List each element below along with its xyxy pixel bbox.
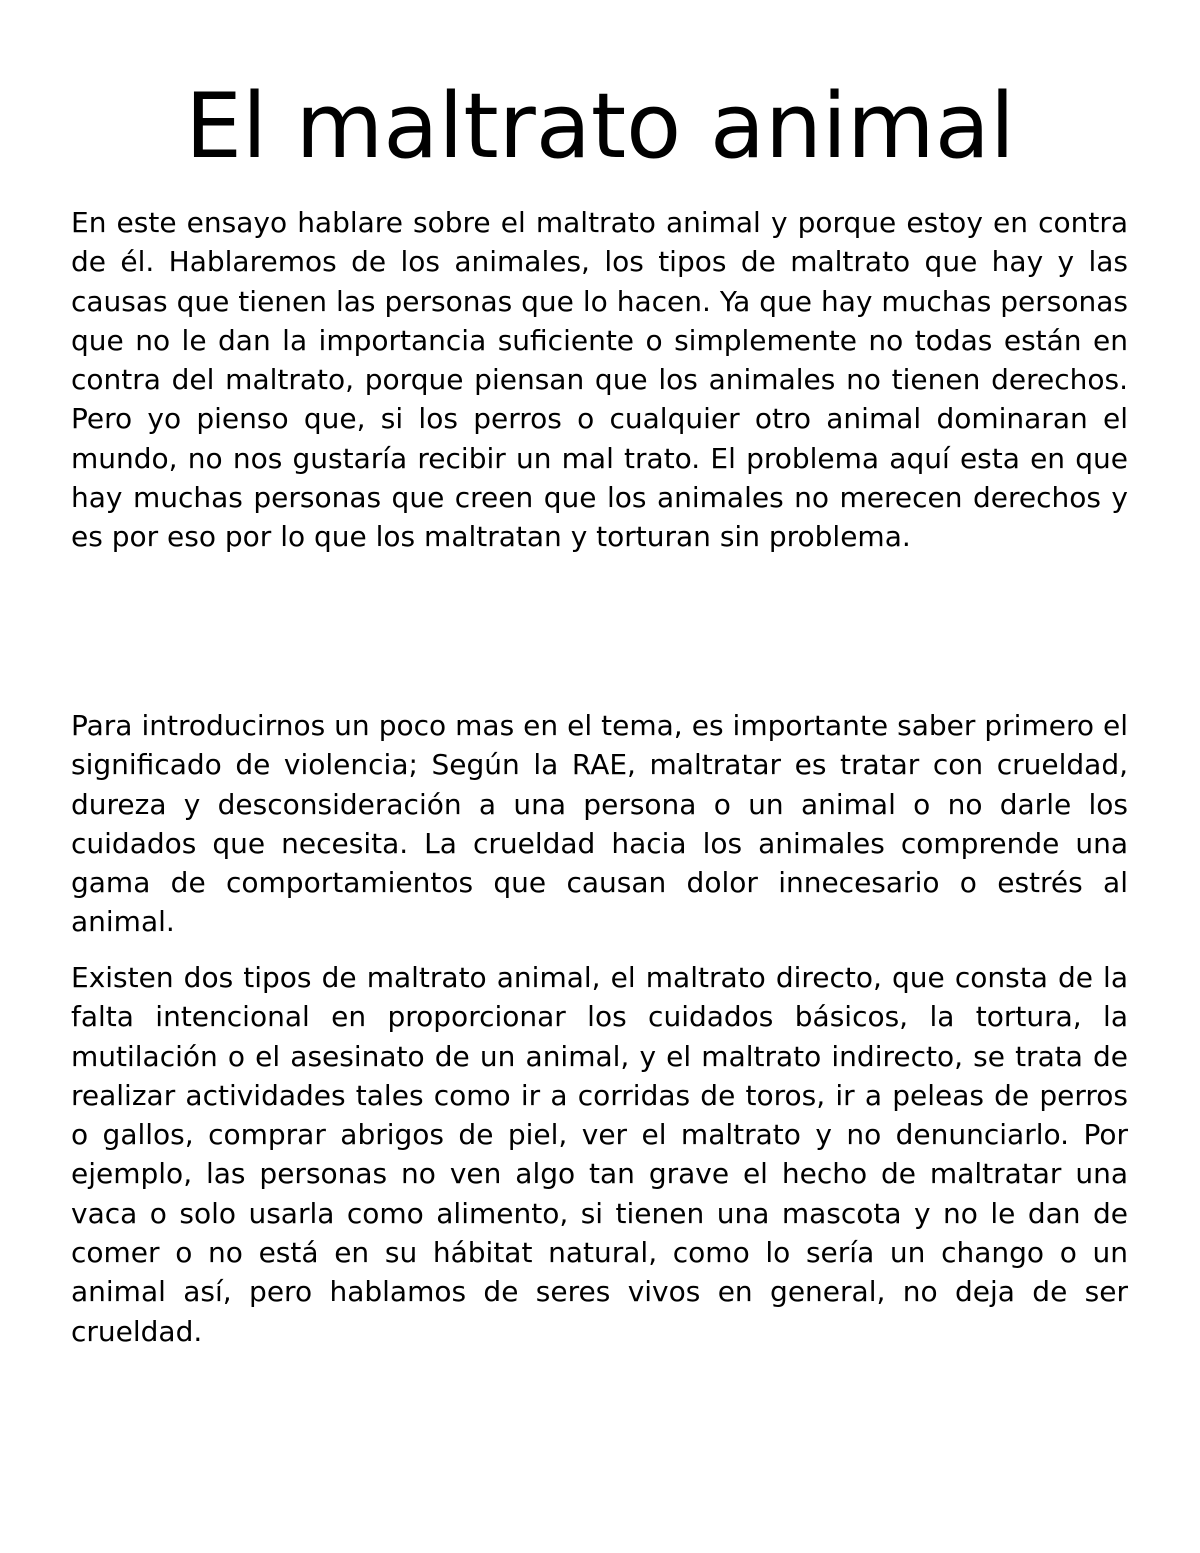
paragraph-types-of-abuse: Existen dos tipos de maltrato animal, el maltrato directo, que consta de la falta intencional en proporcionar los cuidados básicos, la tortura, la mutilación o el asesinato de un animal, y el maltrato indirecto, se trata de realizar actividades tales como ir a corridas de toros, ir a peleas de perros o gallos, comprar abrigos de piel, ver el maltrato y no denunciarlo. Por ejemplo, las personas no ven algo tan grave el hecho de maltratar una vaca o solo usarla como alimento, si tienen una mascota y no le dan de comer o no está en su hábitat natural, como lo sería un chango o un animal así, pero hablamos de seres vivos en general, no deja de ser crueldad. xyxy=(71,961,1128,1348)
paragraph-definition: Para introducirnos un poco mas en el tema, es importante saber primero el significado de violencia; Según la RAE, maltratar es tratar con crueldad, dureza y desconsideración a una persona o un animal o no darle los cuidados que necesita. La crueldad hacia los animales comprende una gama de comportamientos que causan dolor innecesario o estrés al animal. xyxy=(71,709,1128,939)
document-title: El maltrato animal xyxy=(185,74,1015,179)
paragraph-introduction: En este ensayo hablare sobre el maltrato animal y porque estoy en contra de él. Hablaremos de los animales, los tipos de maltrato que hay y las causas que tienen las personas que lo hacen. Ya que hay muchas personas que no le dan la importancia suficiente o simplemente no todas están en contra del maltrato, porque piensan que los animales no tienen derechos. Pero yo pienso que, si los perros o cualquier otro animal dominaran el mundo, no nos gustaría recibir un mal trato. El problema aquí esta en que hay muchas personas que creen que los animales no merecen derechos y es por eso por lo que los maltratan y torturan sin problema. xyxy=(71,206,1128,554)
